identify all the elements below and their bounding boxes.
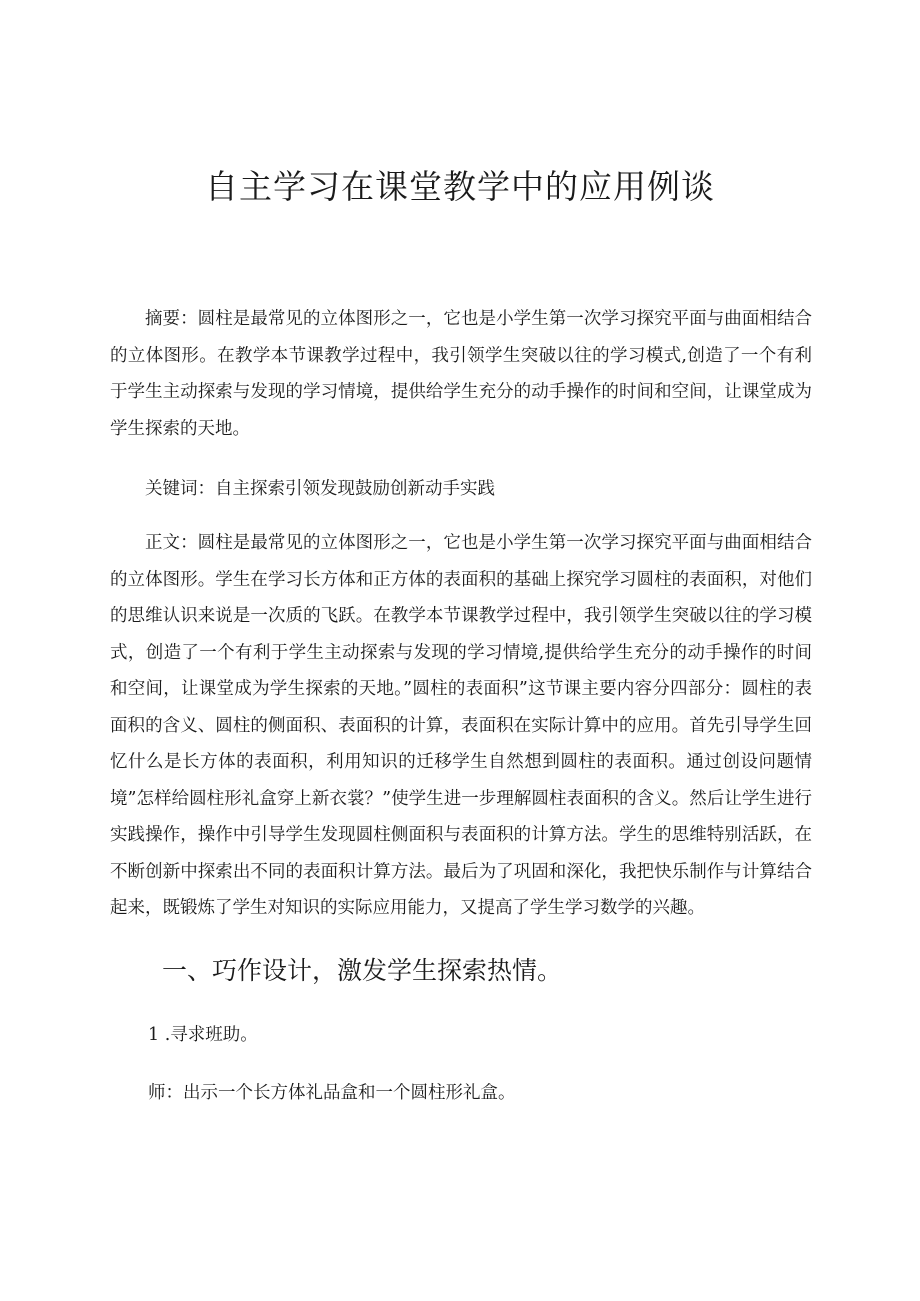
abstract-paragraph: 摘要：圆柱是最常见的立体图形之一，它也是小学生第一次学习探究平面与曲面相结合的立体图形。在教学本节课教学过程中，我引领学生突破以往的学习模式,创造了一个有利于学生主动探索与发现的学习情境，提供给学生充分的动手操作的时间和空间，让课堂成为学生探索的天地。 [110, 309, 812, 439]
keywords-paragraph: 关键词：自主探索引领发现鼓励创新动手实践 [145, 479, 495, 499]
list-item-1: 1 .寻求班助。 [148, 1025, 258, 1045]
document-title: 自主学习在课堂教学中的应用例谈 [205, 167, 715, 206]
body-paragraph: 正文：圆柱是最常见的立体图形之一，它也是小学生第一次学习探究平面与曲面相结合的立体图形。学生在学习长方体和正方体的表面积的基础上探究学习圆柱的表面积，对他们的思维认识来说是一次质的飞跃。在教学本节课教学过程中，我引领学生突破以往的学习模式，创造了一个有利于学生主动探索与发现的学习情境,提供给学生充分的动手操作的时间和空间，让课堂成为学生探索的天地。”圆柱的表面积”这节课主要内容分四部分：圆柱的表面积的含义、圆柱的侧面积、表面积的计算，表面积在实际计算中的应用。首先引导学生回忆什么是长方体的表面积，利用知识的迁移学生自然想到圆柱的表面积。通过创设问题情境”怎样给圆柱形礼盒穿上新衣裳？”使学生进一步理解圆柱表面积的含义。然后让学生进行实践操作，操作中引导学生发现圆柱侧面积与表面积的计算方法。学生的思维特别活跃，在不断创新中探索出不同的表面积计算方法。最后为了巩固和深化，我把快乐制作与计算结合起来，既锻炼了学生对知识的实际应用能力，又提高了学生学习数学的兴趣。 [110, 533, 812, 918]
section-heading: 一、巧作设计，激发学生探索热情。 [162, 956, 563, 985]
teacher-line: 师：出示一个长方体礼品盒和一个圆柱形礼盒。 [148, 1083, 516, 1103]
